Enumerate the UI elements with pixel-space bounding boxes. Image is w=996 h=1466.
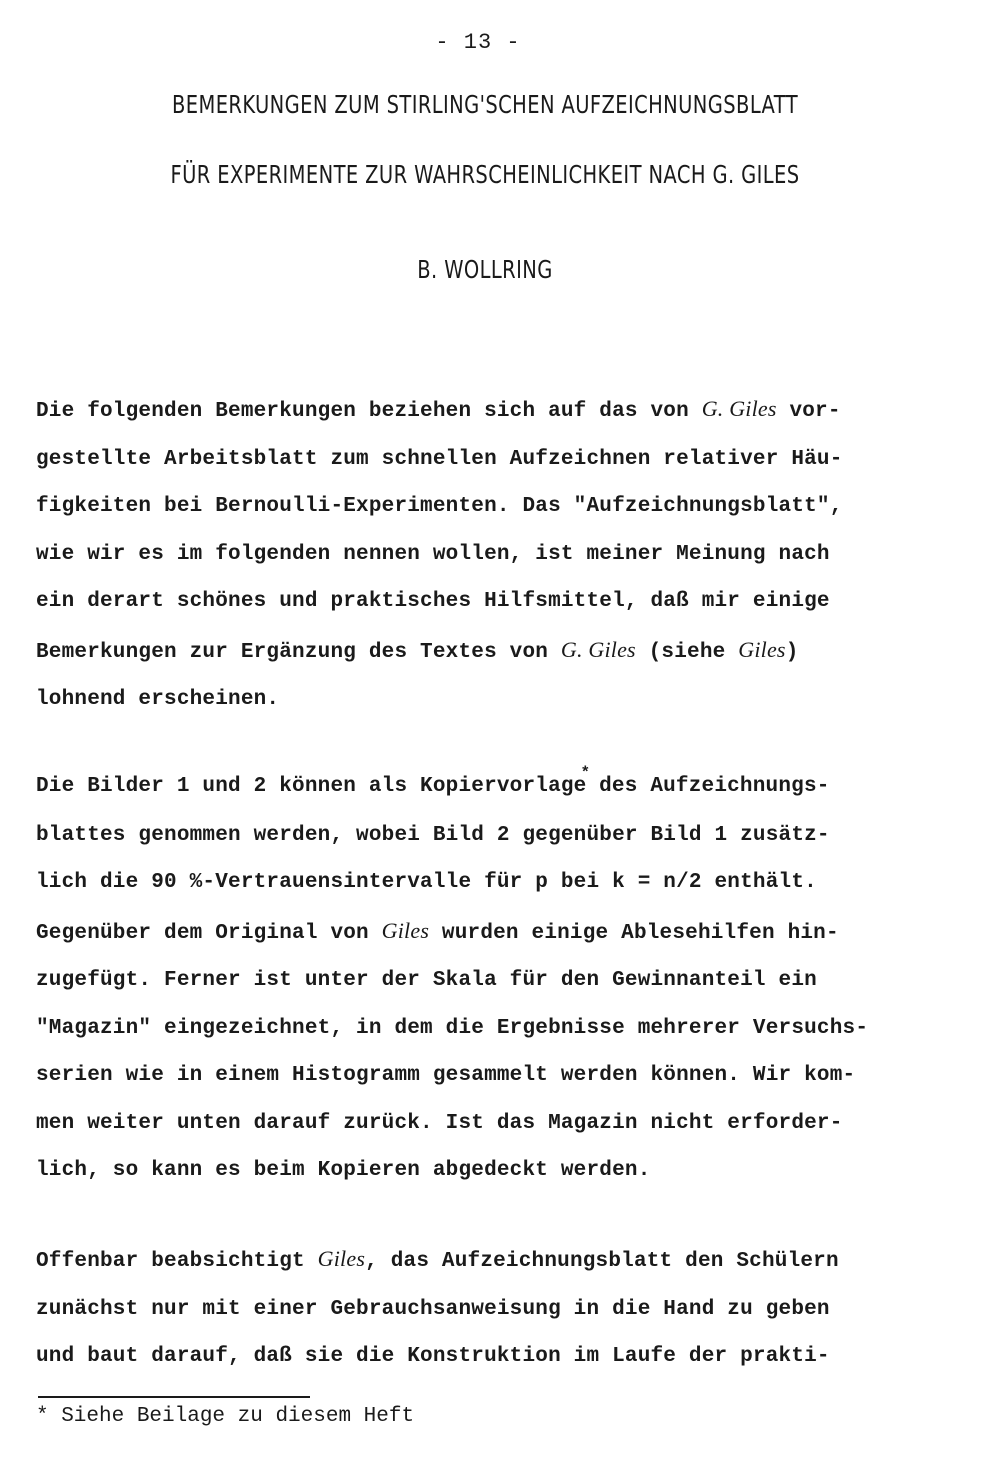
paragraph-1	[36, 385, 956, 724]
text-span: Gegenüber dem Original von	[36, 921, 382, 945]
text-line: blattes genommen werden, wobei Bild 2 gegenüber Bild 1 zusätz-	[36, 823, 830, 847]
text-span: Die folgenden Bemerkungen beziehen sich auf das von	[36, 400, 702, 423]
text-line	[36, 907, 956, 958]
footnote: * Siehe Beilage zu diesem Heft	[36, 1405, 415, 1428]
text-span: Die Bilder 1 und 2 können als Kopiervorlage	[36, 775, 587, 798]
text-span: des Aufzeichnungs-	[586, 775, 830, 798]
paragraph-3	[36, 1235, 956, 1381]
text-line: "Magazin" eingezeichnet, in dem die Ergebnisse mehrerer Versuchs-	[36, 1016, 869, 1040]
page-number: - 13 -	[435, 30, 521, 55]
footnote-marker: *	[580, 764, 591, 782]
author-reference: Giles	[317, 1246, 366, 1271]
author: B. WOLLRING	[417, 255, 553, 284]
text-span: Bemerkungen zur Ergänzung des Textes von	[36, 640, 561, 664]
text-span: Offenbar beabsichtigt	[36, 1250, 318, 1273]
text-span: vor-	[776, 400, 841, 423]
footnote-divider	[38, 1396, 310, 1398]
text-span: )	[785, 640, 799, 664]
text-span: , das Aufzeichnungsblatt den Schülern	[365, 1250, 839, 1273]
text-span: (siehe	[635, 640, 739, 664]
text-line: lich, so kann es beim Kopieren abgedeckt werden.	[36, 1159, 651, 1182]
text-line: figkeiten bei Bernoulli-Experimenten. Das "Aufzeichnungsblatt",	[36, 495, 843, 518]
text-line: gestellte Arbeitsblatt zum schnellen Aufzeichnen relativer Häu-	[36, 447, 843, 471]
text-line: lich die 90 %-Vertrauensintervalle für p bei k = n/2 enthält.	[36, 871, 817, 894]
author-reference: G. Giles	[701, 396, 777, 421]
text-span: wurden einige Ablesehilfen hin-	[429, 921, 839, 945]
text-line	[36, 763, 956, 812]
text-line: serien wie in einem Histogramm gesammelt werden können. Wir kom-	[36, 1064, 856, 1087]
text-line	[36, 1235, 956, 1286]
text-line	[36, 626, 956, 677]
text-line: men weiter unten darauf zurück. Ist das Magazin nicht erforder-	[36, 1111, 843, 1135]
text-line: zugefügt. Ferner ist unter der Skala für den Gewinnanteil ein	[36, 969, 817, 992]
author-reference: Giles	[381, 917, 430, 943]
text-line: und baut darauf, daß sie die Konstruktion im Laufe der prakti-	[36, 1345, 830, 1368]
text-line	[36, 385, 956, 436]
title-line-2: FÜR EXPERIMENTE ZUR WAHRSCHEINLICHKEIT NACH G. GILES	[170, 160, 800, 189]
text-line: lohnend erscheinen.	[36, 688, 280, 711]
paragraph-2	[36, 763, 956, 1195]
text-line: wie wir es im folgenden nennen wollen, ist meiner Meinung nach	[36, 542, 830, 566]
title-line-1: BEMERKUNGEN ZUM STIRLING'SCHEN AUFZEICHNUNGSBLATT	[172, 90, 798, 119]
text-line: zunächst nur mit einer Gebrauchsanweisung in die Hand zu geben	[36, 1297, 830, 1321]
text-line: ein derart schönes und praktisches Hilfsmittel, daß mir einige	[36, 590, 830, 613]
author-reference: G. Giles	[560, 636, 636, 662]
author-reference: Giles	[738, 636, 786, 662]
